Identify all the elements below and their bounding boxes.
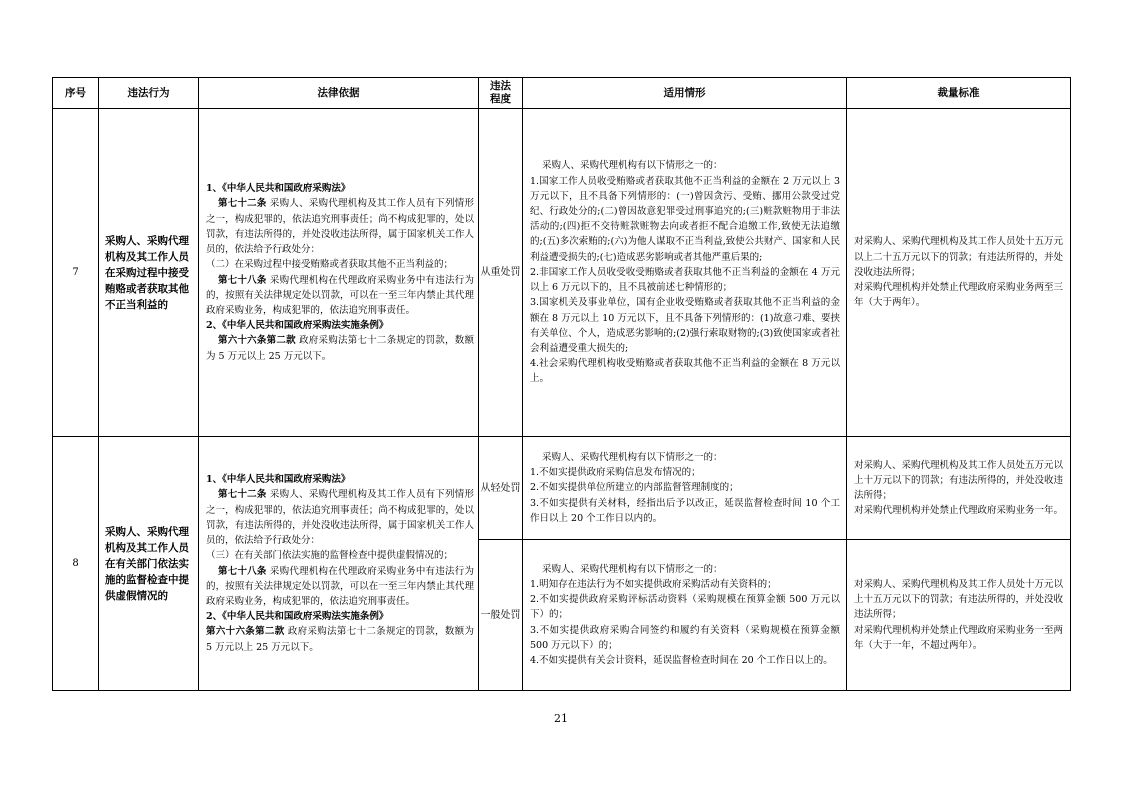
row7-case-4: 4.社会采购代理机构收受贿赂或者获取其他不正当利益的金额在 8 万元以上。 — [530, 358, 840, 385]
row7-art78-label: 第七十八条 — [218, 274, 267, 286]
row7-basis — [199, 109, 479, 437]
row8-general-std-1: 对采购人、采购代理机构及其工作人员处十万元以上十五万元以下的罚款；有违法所得的，并处没收违法所得； — [854, 578, 1064, 621]
header-case: 适用情形 — [523, 78, 847, 109]
row7-std-2: 对采购代理机构并处禁止代理政府采购业务两至三年（大于两年）。 — [854, 282, 1064, 309]
row7-num: 7 — [53, 109, 99, 437]
row8-art78 — [206, 564, 474, 610]
row8-general-case-3: 3.不如实提供政府采购合同签约和履约有关资料（采购规模在预算金额 500 万元以下）的； — [530, 624, 840, 651]
row7-art72-label: 第七十二条 — [218, 198, 267, 210]
header-std: 裁量标准 — [847, 78, 1071, 109]
row8-law2-title: 2、《中华人民共和国政府采购法实施条例》 — [206, 611, 389, 623]
row8-light-std-1: 对采购人、采购代理机构及其工作人员处五万元以上十万元以下的罚款；有违法所得的，并处没收违法所得； — [854, 459, 1064, 501]
row7-art78 — [206, 273, 474, 319]
row8-general-case-2: 2.不如实提供政府采购评标活动资料（采购规模在预算金额 500 万元以下）的； — [530, 594, 840, 621]
row8-light-degree: 从轻处罚 — [479, 437, 523, 540]
row7-degree: 从重处罚 — [479, 109, 523, 437]
row8-general-degree: 一般处罚 — [479, 540, 523, 691]
row8-general-case-1: 1.明知存在违法行为不如实提供政府采购活动有关资料的； — [530, 578, 777, 590]
row8-light-case-3: 3.不如实提供有关材料，经指出后予以改正，延误监督检查时间 10 个工作日以上 20 个工作日以内的。 — [530, 497, 840, 524]
row7-art66-label: 第六十六条第二款 — [218, 335, 296, 347]
row8-act: 采购人、采购代理机构及其工作人员在有关部门依法实施的监督检查中提供虚假情况的 — [99, 437, 199, 691]
row7-art66-text: 政府采购法第七十二条规定的罚款，数额为 5 万元以上 25 万元以下。 — [206, 335, 474, 362]
row8-light-std — [847, 437, 1071, 540]
row8-general-intro: 采购人、采购代理机构有以下情形之一的： — [542, 563, 723, 575]
row7-std-1: 对采购人、采购代理机构及其工作人员处十五万元以上二十五万元以下的罚款；有违法所得的，并处没收违法所得； — [854, 236, 1064, 278]
header-row — [53, 78, 1071, 109]
header-degree-line1: 违法 — [490, 80, 511, 92]
header-num: 序号 — [53, 78, 99, 109]
row8-art66-text: 政府采购法第七十二条规定的罚款，数额为 5 万元以上 25 万元以下。 — [206, 626, 474, 653]
header-basis: 法律依据 — [199, 78, 479, 109]
row7-case-3: 3.国家机关及事业单位，国有企业收受贿赂或者获取其他不正当利益的金额在 8 万元以上 10 万元以下，且不具备下列情形的：(1)故意刁难、要挟有关单位、个人，造成恶劣影响的;(2)强行索取财物的;(3)致使国家或者社会利益遭受重大损失的; — [530, 297, 840, 354]
row8-art66-label: 第六十六条第二款 — [206, 626, 285, 638]
header-degree — [479, 78, 523, 109]
row8-art72 — [206, 487, 474, 548]
row8-general-std — [847, 540, 1071, 691]
row8-light-case — [523, 437, 847, 540]
row7-case-1: 1.国家工作人员收受贿赂或者获取其他不正当利益的金额在 2 万元以上 3 万元以下，且不具备下列情形的：(一)曾因贪污、受贿、挪用公款受过党纪、行政处分的;(二)曾因故意犯罪受过刑事追究的;(三)赃款赃物用于非法活动的;(四)拒不交待赃款赃物去向或者拒不配合追缴工作,致使无法追缴的;(五)多次索贿的;(六)为他人谋取不正当利益,致使公共财产、国家和人民利益遭受损失的;(七)造成恶劣影响或者其他严重后果的; — [530, 175, 840, 263]
row8-art78-text: 采购代理机构在代理政府采购业务中有违法行为的，按照有关法律规定处以罚款，可以在一至三年内禁止其代理政府采购业务，构成犯罪的，依法追究刑事责任。 — [206, 565, 474, 607]
row8-general-case-4: 4.不如实提供有关会计资料，延误监督检查时间在 20 个工作日以上的。 — [530, 655, 833, 666]
row8-light-case-2: 2.不如实提供单位所建立的内部监督管理制度的； — [530, 482, 739, 494]
penalty-table — [52, 77, 1071, 691]
row8-basis — [199, 437, 479, 691]
row8-light-intro: 采购人、采购代理机构有以下情形之一的： — [542, 451, 723, 463]
row7-law1-title: 1、《中华人民共和国政府采购法》 — [206, 183, 351, 195]
row7-case-intro: 采购人、采购代理机构有以下情形之一的： — [542, 160, 723, 172]
row8-art66 — [206, 624, 474, 654]
row8-art72-label: 第七十二条 — [218, 489, 267, 501]
row7-art78-text: 采购代理机构在代理政府采购业务中有违法行为的，按照有关法律规定处以罚款，可以在一至三年内禁止其代理政府采购业务，构成犯罪的，依法追究刑事责任。 — [206, 274, 474, 316]
row8-art78-label: 第七十八条 — [218, 565, 267, 577]
header-act: 违法行为 — [99, 78, 199, 109]
table-row-8-light — [53, 437, 1071, 540]
row7-art66 — [206, 333, 474, 363]
row8-law1-title: 1、《中华人民共和国政府采购法》 — [206, 474, 351, 486]
row8-light-case-1: 1.不如实提供政府采购信息发布情况的； — [530, 467, 701, 479]
row7-case — [523, 109, 847, 437]
header-degree-line2: 程度 — [490, 93, 511, 105]
row7-act: 采购人、采购代理机构及其工作人员在采购过程中接受贿赂或者获取其他不正当利益的 — [99, 109, 199, 437]
row7-item: （二）在采购过程中接受贿赂或者获取其他不正当利益的； — [206, 259, 454, 271]
row8-item: （三）在有关部门依法实施的监督检查中提供虚假情况的； — [206, 550, 454, 562]
row8-general-case — [523, 540, 847, 691]
table-row-7 — [53, 109, 1071, 437]
row7-art72-text: 采购人、采购代理机构及其工作人员有下列情形之一，构成犯罪的，依法追究刑事责任；尚不构成犯罪的，处以罚款，有违法所得的，并处没收违法所得，属于国家机关工作人员的，依法给予行政处分： — [206, 198, 474, 256]
row7-law2-title: 2、《中华人民共和国政府采购法实施条例》 — [206, 320, 389, 332]
row8-light-std-2: 对采购代理机构并处禁止代理政府采购业务一年。 — [854, 505, 1064, 517]
row8-general-std-2: 对采购代理机构并处禁止代理政府采购业务一至两年（大于一年，不超过两年）。 — [854, 624, 1064, 651]
page-number: 21 — [554, 712, 568, 725]
row8-num: 8 — [53, 437, 99, 691]
row7-art72 — [206, 196, 474, 257]
row7-case-2: 2.非国家工作人员收受收受贿赂或者获取其他不正当利益的金额在 4 万元以上 6 万元以下的，且不具被前述七种情形的； — [530, 266, 840, 294]
row8-art72-text: 采购人、采购代理机构及其工作人员有下列情形之一，构成犯罪的，依法追究刑事责任；尚不构成犯罪的，处以罚款，有违法所得的，并处没收违法所得，属于国家机关工作人员的，依法给予行政处分： — [206, 489, 474, 547]
row7-std — [847, 109, 1071, 437]
